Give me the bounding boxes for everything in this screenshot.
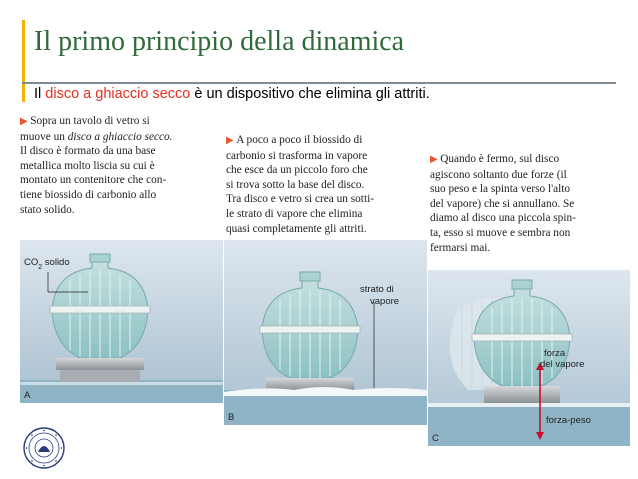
panel-line: ▶ A poco a poco il biossido di bbox=[226, 134, 363, 146]
co2-label: $CO_2$ solido bbox=[24, 257, 70, 271]
figure-a-letter: A bbox=[24, 390, 31, 401]
panel-line: montato un contenitore che con- bbox=[20, 174, 167, 187]
forza-peso-label: forza-peso bbox=[546, 415, 591, 426]
subtitle-prefix: Il bbox=[34, 86, 46, 102]
panel-line: Il disco è formato da una base bbox=[20, 145, 156, 158]
figure-c bbox=[428, 270, 630, 446]
figure-a bbox=[20, 240, 223, 403]
panel-line: suo peso e la spinta verso l'alto bbox=[430, 183, 571, 196]
forza-vapore-line2: del vapore bbox=[540, 359, 585, 370]
panel-line: diamo al disco una piccola spin- bbox=[430, 212, 576, 225]
panel-a-text bbox=[20, 114, 225, 217]
panel-b-text bbox=[226, 133, 428, 236]
panel-line: ▶ Quando è fermo, sul disco bbox=[430, 153, 560, 165]
panel-line: ▶ Sopra un tavolo di vetro si bbox=[20, 115, 150, 127]
subtitle-highlight: disco a ghiaccio secco bbox=[45, 86, 191, 102]
figure-b bbox=[224, 240, 427, 425]
accent-bar bbox=[22, 20, 25, 102]
right-triangle-bullet-icon: ▶ bbox=[20, 116, 31, 127]
figure-c-letter: C bbox=[432, 433, 439, 444]
strato-label-line2: vapore bbox=[370, 296, 400, 307]
panel-line: quasi completamente gli attriti. bbox=[226, 222, 367, 235]
panel-line: si trova sotto la base del disco. bbox=[226, 178, 365, 191]
panel-c-text bbox=[430, 152, 630, 255]
figure-b-letter: B bbox=[228, 412, 235, 423]
slide-subtitle bbox=[34, 86, 430, 102]
panel-line: stato solido. bbox=[20, 203, 75, 216]
panel-line: che esce da un piccolo foro che bbox=[226, 164, 368, 177]
slide-title: Il primo principio della dinamica bbox=[34, 26, 405, 57]
panel-line: le strato di vapore che elimina bbox=[226, 207, 363, 220]
subtitle-suffix: è un dispositivo che elimina gli attriti. bbox=[190, 86, 430, 102]
panel-line: del vapore) che si annullano. Se bbox=[430, 197, 575, 210]
panel-line: metallica molto liscia su cui è bbox=[20, 159, 155, 172]
strato-label-line1: strato di bbox=[360, 284, 394, 295]
university-seal-icon bbox=[22, 426, 66, 470]
forza-vapore-line1: forza bbox=[544, 348, 566, 359]
panel-line: tiene biossido di carbonio allo bbox=[20, 188, 157, 201]
panel-line: muove un disco a ghiaccio secco. bbox=[20, 130, 173, 143]
panel-line: Tra disco e vetro si crea un sotti- bbox=[226, 193, 374, 206]
panel-line: ta, esso si muove e sembra non bbox=[430, 226, 571, 239]
right-triangle-bullet-icon: ▶ bbox=[226, 135, 237, 146]
right-triangle-bullet-icon: ▶ bbox=[430, 154, 441, 165]
panel-line: agiscono soltanto due forze (il bbox=[430, 168, 567, 181]
panel-line: fermarsi mai. bbox=[430, 241, 491, 254]
title-underline bbox=[22, 82, 616, 84]
panel-line: carbonio si trasforma in vapore bbox=[226, 149, 368, 162]
